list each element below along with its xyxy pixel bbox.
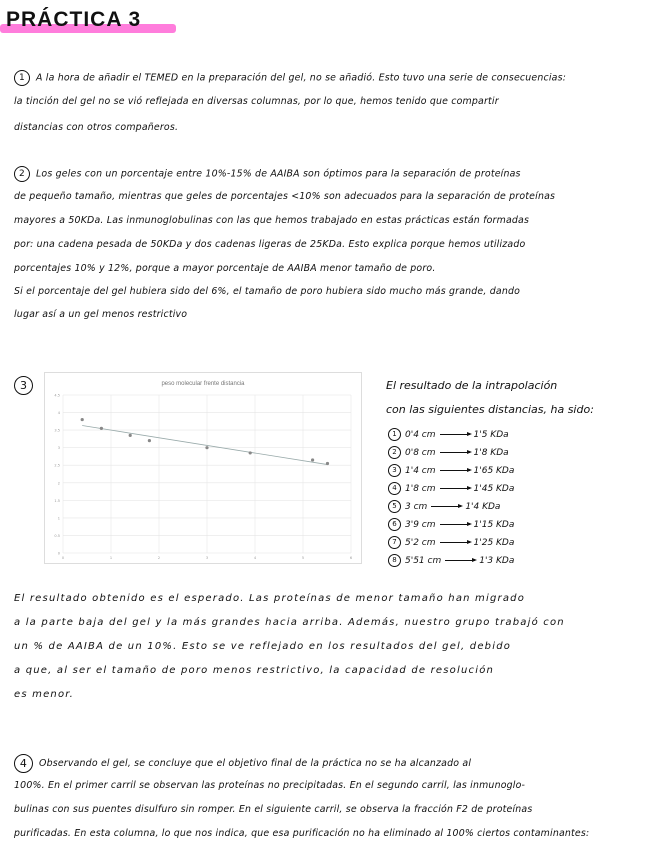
result-number: 1 [388, 428, 401, 441]
result-number: 6 [388, 518, 401, 531]
section1-line-0: 1 A la hora de añadir el TEMED en la preparación del gel, no se añadió. Esto tuvo una serie de consecuencias: [14, 70, 648, 86]
result-row [388, 554, 514, 567]
result-distance: 0'8 cm [405, 448, 436, 458]
chart [44, 372, 362, 564]
section1-number: 1 [14, 70, 30, 86]
section4-line-0: 4 Observando el gel, se concluye que el objetivo final de la práctica no se ha alcanzado al [14, 754, 648, 773]
section4-line-1: 100%. En el primer carril se observan las proteínas no precipitadas. En el segundo carril, las inmunoglo- [14, 780, 526, 791]
result-number: 4 [388, 482, 401, 495]
section4-number: 4 [14, 754, 33, 773]
y-tick-label: 4 [57, 411, 60, 416]
x-tick-label: 5 [301, 556, 305, 560]
data-point [249, 451, 252, 454]
x-tick-label: 4 [253, 556, 257, 560]
section4-line-2: bulinas con sus puentes disulfuro sin romper. En el siguiente carril, se observa la fracción F2 de proteínas [14, 804, 533, 815]
x-tick-label: 1 [109, 556, 113, 560]
section3-number: 3 [14, 376, 33, 395]
section2-line-3: por: una cadena pesada de 50KDa y dos cadenas ligeras de 25KDa. Esto explica porque hemos utilizado [14, 239, 526, 250]
section2-number: 2 [14, 166, 30, 182]
arrow-icon [440, 434, 470, 435]
section1-line-2: distancias con otros compañeros. [14, 122, 179, 133]
arrow-icon [431, 506, 461, 507]
section3-conclusion-4: es menor. [14, 689, 75, 700]
section3-number-wrap [14, 375, 39, 395]
result-number: 7 [388, 536, 401, 549]
section3-conclusion-0: El resultado obtenido es el esperado. Las proteínas de menor tamaño han migrado [14, 593, 526, 604]
section2-line-2: mayores a 50KDa. Las inmunoglobulinas con las que hemos trabajado en estas prácticas están formadas [14, 215, 530, 226]
arrow-icon [440, 542, 470, 543]
result-number: 2 [388, 446, 401, 459]
result-row [388, 518, 514, 531]
x-tick-label: 2 [157, 556, 161, 560]
arrow-icon [440, 452, 470, 453]
result-distance: 1'4 cm [405, 466, 436, 476]
arrow-icon [440, 524, 470, 525]
section2-line-5: Si el porcentaje del gel hubiera sido del 6%, el tamaño de poro hubiera sido mucho más grande, dando [14, 286, 521, 297]
chart-svg [45, 373, 361, 563]
result-row [388, 464, 514, 477]
result-value: 1'3 KDa [479, 556, 515, 566]
section2-line-1: de pequeño tamaño, mientras que geles de porcentajes <10% son adecuados para la separación de proteínas [14, 191, 556, 202]
data-point [129, 434, 132, 437]
result-value: 1'8 KDa [473, 448, 509, 458]
section3-conclusion-1: a la parte baja del gel y la más grandes hacia arriba. Además, nuestro grupo trabajó con [14, 617, 565, 628]
y-tick-label: 4.5 [54, 393, 60, 398]
result-number: 3 [388, 464, 401, 477]
y-tick-label: 1 [57, 516, 60, 521]
x-tick-label: 3 [205, 556, 209, 560]
data-point [148, 439, 151, 442]
x-tick-label: 6 [349, 556, 353, 560]
result-row [388, 446, 509, 459]
result-value: 1'4 KDa [465, 502, 501, 512]
result-distance: 3 cm [405, 502, 428, 512]
trend-line [82, 426, 327, 465]
y-tick-label: 2 [57, 481, 60, 486]
result-row [388, 536, 514, 549]
result-distance: 1'8 cm [405, 484, 436, 494]
result-number: 5 [388, 500, 401, 513]
page-title: PRÁCTICA 3 [6, 8, 142, 31]
result-row [388, 500, 500, 513]
data-point [81, 418, 84, 421]
section3-intro-1: con las siguientes distancias, ha sido: [386, 403, 594, 416]
y-tick-label: 3 [57, 446, 60, 451]
result-value: 1'25 KDa [473, 538, 515, 548]
section2-line-6: lugar así a un gel menos restrictivo [14, 309, 188, 320]
data-point [326, 462, 329, 465]
chart-points [81, 418, 329, 465]
section1-line-1: la tinción del gel no se vió reflejada en diversas columnas, por lo que, hemos tenido que compartir [14, 96, 499, 107]
data-point [205, 446, 208, 449]
section3-conclusion-2: un % de AAIBA de un 10%. Esto se ve reflejado en los resultados del gel, debido [14, 641, 512, 652]
result-value: 1'45 KDa [473, 484, 515, 494]
y-tick-label: 3.5 [54, 428, 60, 433]
chart-ticks [54, 394, 352, 561]
result-distance: 0'4 cm [405, 430, 436, 440]
arrow-icon [440, 488, 470, 489]
y-tick-label: 0 [57, 551, 60, 556]
arrow-icon [440, 470, 470, 471]
section4-line-3: purificadas. En esta columna, lo que nos indica, que esa purificación no ha eliminado al 100% ciertos contaminantes: [14, 828, 590, 839]
x-tick-label: 0 [61, 556, 65, 560]
result-distance: 3'9 cm [405, 520, 436, 530]
chart-title: peso molecular frente distancia [161, 381, 245, 387]
data-point [100, 427, 103, 430]
chart-grid [63, 395, 351, 553]
result-row [388, 482, 514, 495]
data-point [311, 458, 314, 461]
section2-line-4: porcentajes 10% y 12%, porque a mayor porcentaje de AAIBA menor tamaño de poro. [14, 263, 436, 274]
section2-line-0: 2 Los geles con un porcentaje entre 10%-15% de AAIBA son óptimos para la separación de proteínas [14, 166, 648, 182]
result-value: 1'5 KDa [473, 430, 509, 440]
section3-conclusion-3: a que, al ser el tamaño de poro menos restrictivo, la capacidad de resolución [14, 665, 495, 676]
result-row [388, 428, 509, 441]
y-tick-label: 2.5 [54, 463, 60, 468]
result-value: 1'15 KDa [473, 520, 515, 530]
result-number: 8 [388, 554, 401, 567]
arrow-icon [445, 560, 475, 561]
y-tick-label: 0.5 [54, 533, 60, 538]
result-distance: 5'2 cm [405, 538, 436, 548]
result-distance: 5'51 cm [405, 556, 442, 566]
section3-intro-0: El resultado de la intrapolación [386, 379, 558, 392]
result-value: 1'65 KDa [473, 466, 515, 476]
y-tick-label: 1.5 [54, 498, 60, 503]
